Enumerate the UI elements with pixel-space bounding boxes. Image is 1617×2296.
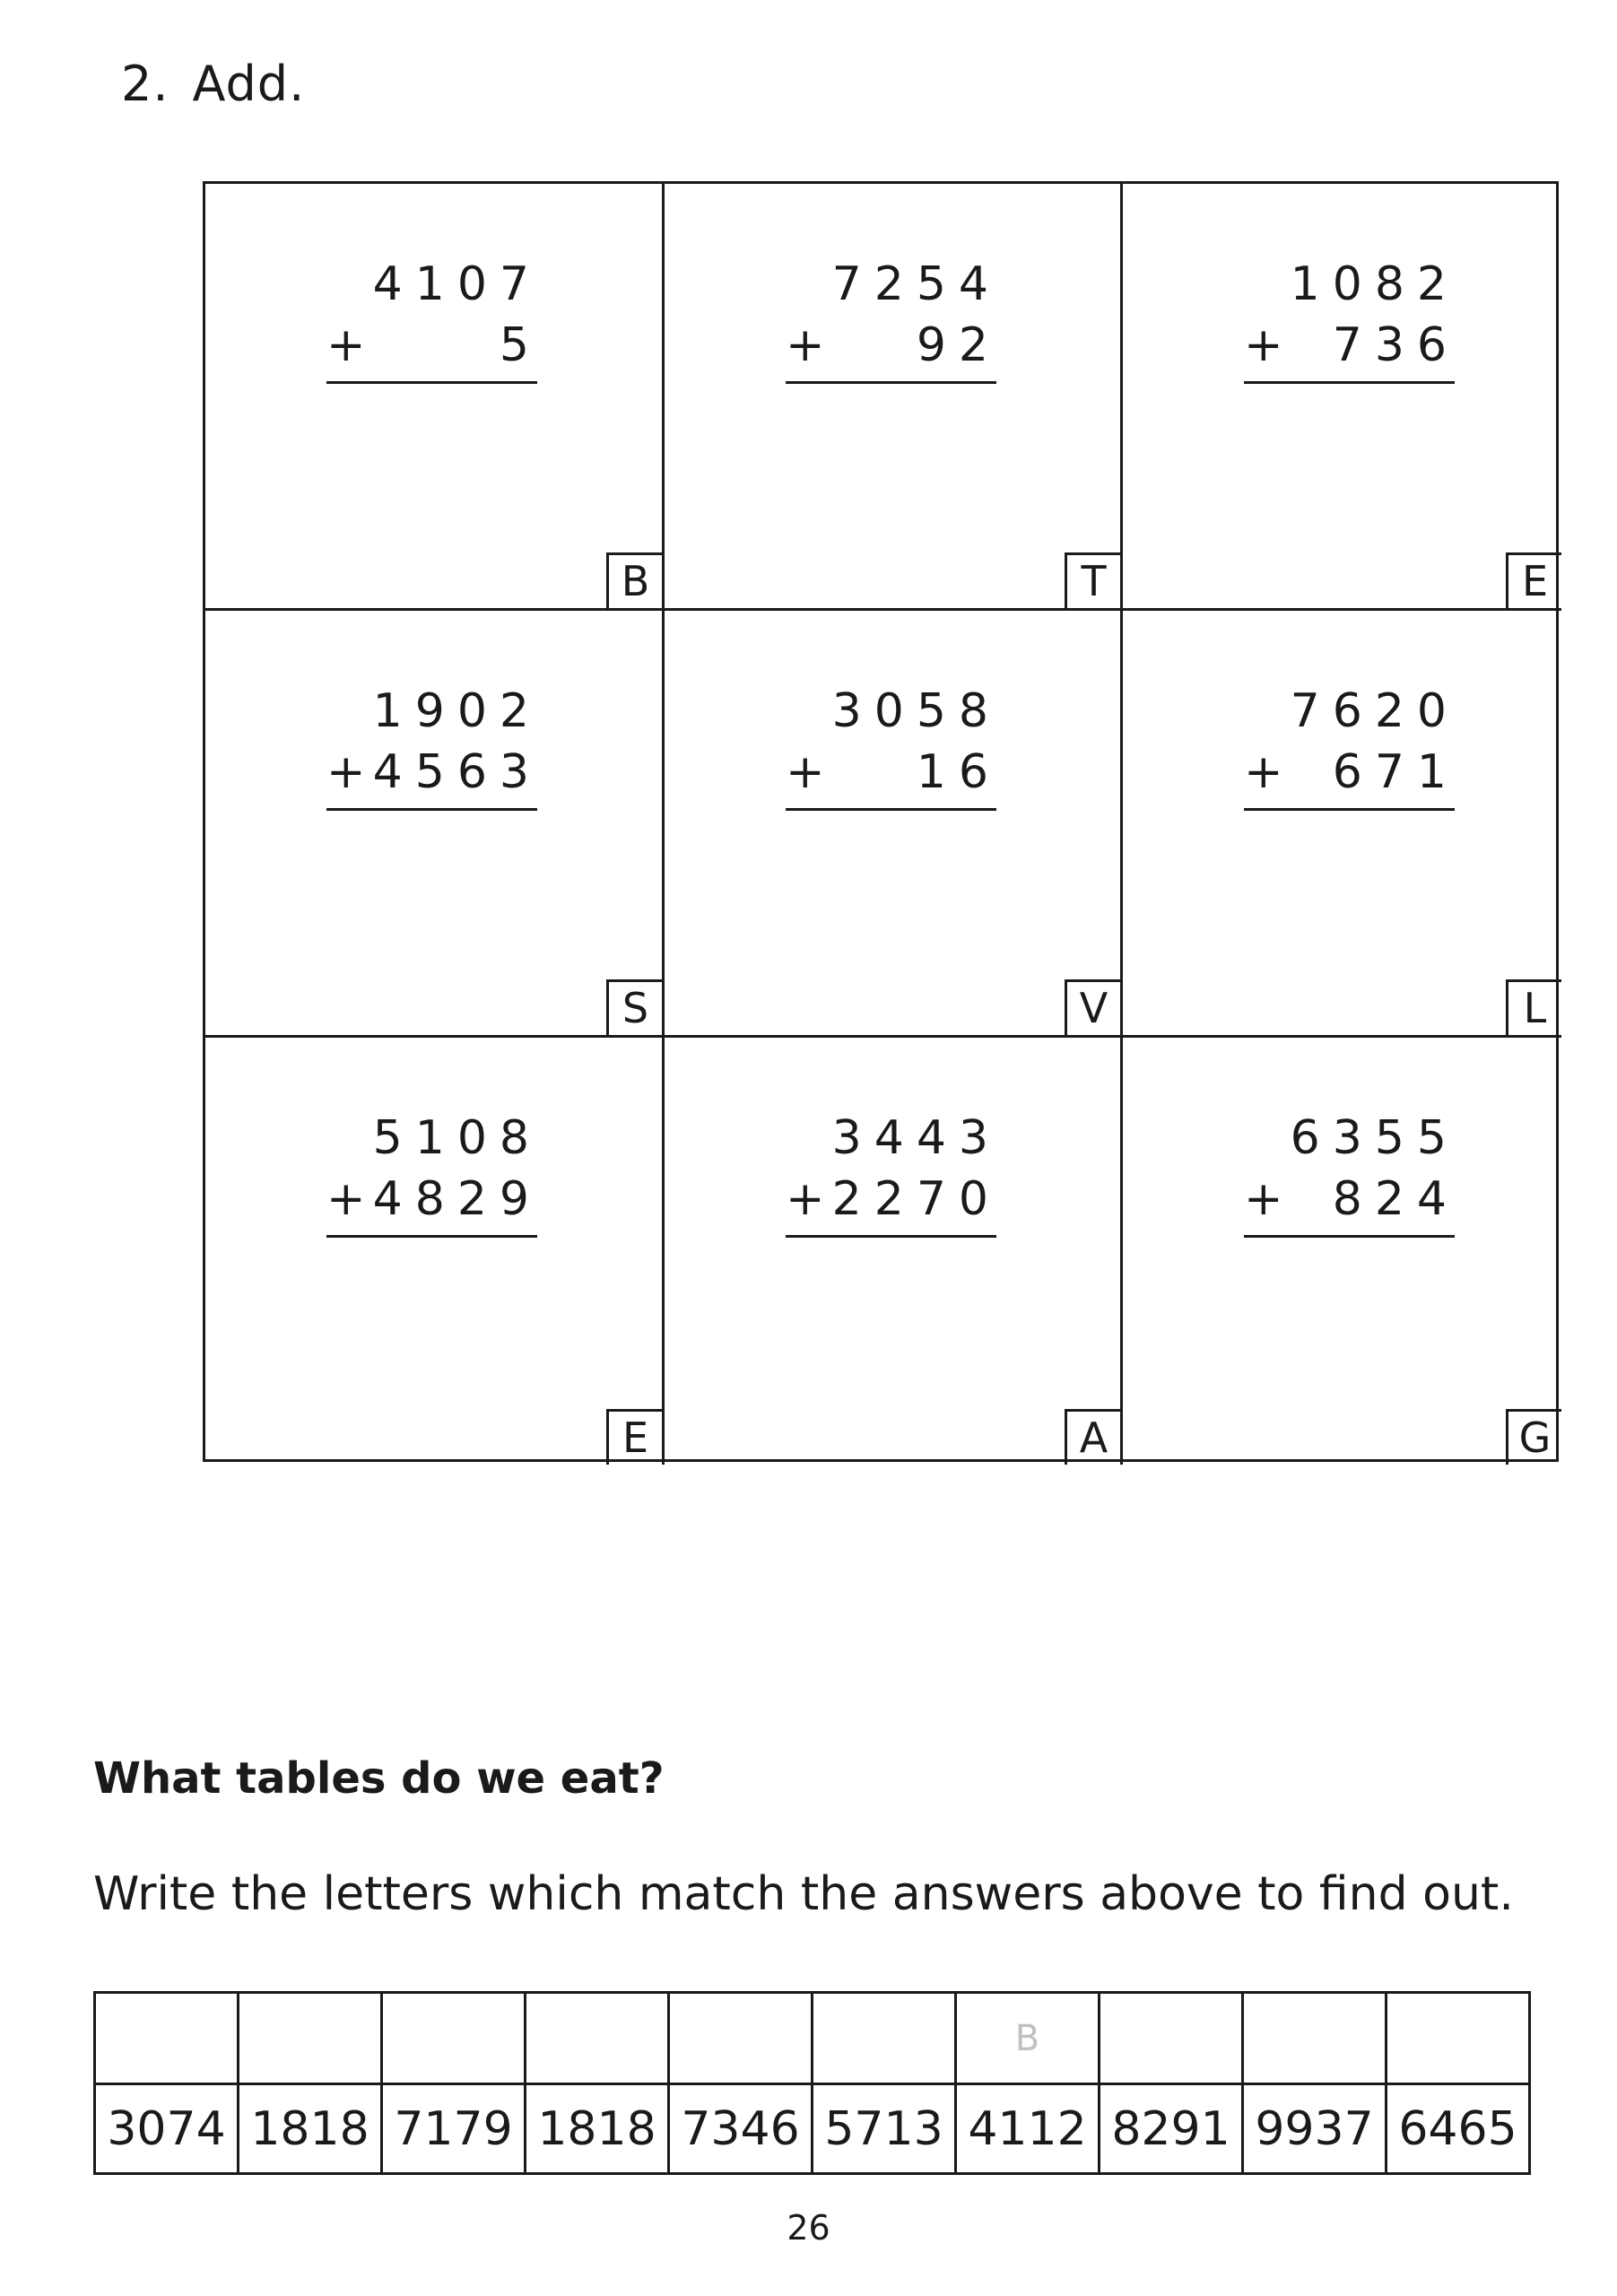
addend-top: 3443: [831, 1111, 1001, 1165]
addend-top: 1082: [1290, 257, 1459, 311]
answer-number: 6465: [1387, 2084, 1530, 2174]
letter-blank[interactable]: [1243, 1993, 1387, 2084]
addition-problem: [786, 254, 1001, 384]
code-letter-box: E: [1506, 552, 1561, 608]
letter-row: [95, 1993, 1530, 2084]
sum-line: [326, 381, 537, 384]
answer-number: 1818: [239, 2084, 382, 2174]
addition-problem: [326, 254, 542, 384]
sum-line: [1244, 808, 1455, 811]
answer-number: 1818: [526, 2084, 669, 2174]
code-letter-box: V: [1065, 979, 1120, 1035]
sum-line: [1244, 1235, 1455, 1238]
letter-blank[interactable]: [95, 1993, 239, 2084]
plus-sign: +: [1244, 745, 1283, 799]
problem-cell[interactable]: [665, 611, 1123, 1038]
letter-blank[interactable]: [669, 1993, 813, 2084]
answer-number: 3074: [95, 2084, 239, 2174]
code-letter-box: G: [1506, 1409, 1561, 1465]
code-letter-box: L: [1506, 979, 1561, 1035]
code-letter-box: E: [606, 1409, 662, 1465]
addend-top: 4107: [372, 257, 542, 311]
problem-cell[interactable]: [205, 184, 665, 611]
problem-cell[interactable]: [1123, 611, 1561, 1038]
addend-top: 1902: [372, 684, 542, 738]
addend-bottom: 736: [1332, 318, 1459, 372]
addend-bottom: 4829: [372, 1172, 542, 1226]
addend-bottom: 16: [916, 745, 1001, 799]
addition-problem: [326, 1108, 542, 1238]
plus-sign: +: [326, 1172, 366, 1226]
addend-bottom: 92: [916, 318, 1001, 372]
exercise-number: 2.: [121, 56, 170, 112]
addition-grid: [203, 181, 1559, 1462]
addend-bottom: 2270: [831, 1172, 1001, 1226]
addend-top: 5108: [372, 1111, 542, 1165]
letter-blank[interactable]: [239, 1993, 382, 2084]
riddle-instruction: Write the letters which match the answers above to find out.: [93, 1867, 1514, 1921]
plus-sign: +: [326, 745, 366, 799]
addend-bottom: 4563: [372, 745, 542, 799]
exercise-instruction: Add.: [192, 56, 306, 112]
addition-problem: [1244, 1108, 1459, 1238]
plus-sign: +: [326, 318, 366, 372]
code-letter-box: A: [1065, 1409, 1120, 1465]
letter-blank[interactable]: B: [956, 1993, 1100, 2084]
answer-number: 8291: [1100, 2084, 1243, 2174]
problem-cell[interactable]: [205, 611, 665, 1038]
code-letter-box: T: [1065, 552, 1120, 608]
addend-top: 7254: [831, 257, 1001, 311]
problem-cell[interactable]: [1123, 1038, 1561, 1465]
letter-blank[interactable]: [1100, 1993, 1243, 2084]
answer-number: 4112: [956, 2084, 1100, 2174]
answer-table: [93, 1991, 1531, 2175]
plus-sign: +: [786, 1172, 825, 1226]
answer-number: 7346: [669, 2084, 813, 2174]
problem-cell[interactable]: [1123, 184, 1561, 611]
letter-blank[interactable]: [1387, 1993, 1530, 2084]
sum-line: [786, 1235, 996, 1238]
exercise-heading: [121, 56, 305, 112]
answer-number: 5713: [813, 2084, 956, 2174]
plus-sign: +: [1244, 1172, 1283, 1226]
addend-bottom: 5: [499, 318, 542, 372]
letter-blank[interactable]: [813, 1993, 956, 2084]
sum-line: [326, 1235, 537, 1238]
problem-cell[interactable]: [665, 1038, 1123, 1465]
addition-problem: [786, 681, 1001, 811]
code-letter-box: S: [606, 979, 662, 1035]
problem-cell[interactable]: [205, 1038, 665, 1465]
page-number: 26: [787, 2208, 830, 2248]
addition-problem: [326, 681, 542, 811]
addend-top: 6355: [1290, 1111, 1459, 1165]
letter-blank[interactable]: [382, 1993, 526, 2084]
addend-top: 3058: [831, 684, 1001, 738]
answer-number: 7179: [382, 2084, 526, 2174]
addend-top: 7620: [1290, 684, 1459, 738]
problem-cell[interactable]: [665, 184, 1123, 611]
sum-line: [326, 808, 537, 811]
sum-line: [786, 381, 996, 384]
addition-problem: [1244, 254, 1459, 384]
answer-number: 9937: [1243, 2084, 1387, 2174]
plus-sign: +: [1244, 318, 1283, 372]
addend-bottom: 671: [1332, 745, 1459, 799]
code-letter-box: B: [606, 552, 662, 608]
plus-sign: +: [786, 318, 825, 372]
plus-sign: +: [786, 745, 825, 799]
addition-problem: [1244, 681, 1459, 811]
addend-bottom: 824: [1332, 1172, 1459, 1226]
sum-line: [786, 808, 996, 811]
sum-line: [1244, 381, 1455, 384]
addition-problem: [786, 1108, 1001, 1238]
answer-number-row: [95, 2084, 1530, 2174]
riddle-question: What tables do we eat?: [93, 1753, 665, 1804]
letter-blank[interactable]: [526, 1993, 669, 2084]
